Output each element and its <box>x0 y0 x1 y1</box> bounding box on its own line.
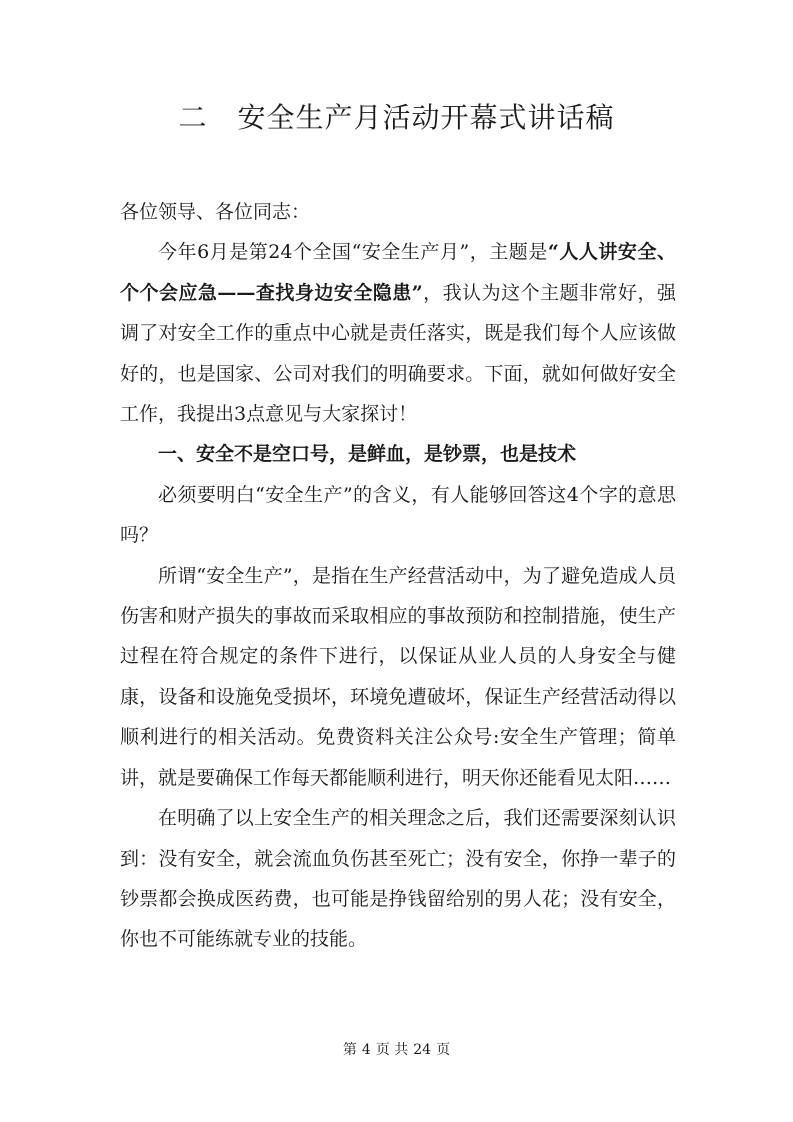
paragraph-intro <box>120 232 676 434</box>
paragraph-consequences: 在明确了以上安全生产的相关理念之后，我们还需要深刻认识到：没有安全，就会流血负伤甚至死亡；没有安全，你挣一辈子的钞票都会换成医药费，也可能是挣钱留给别的男人花；没有安全，你也不可能练就专业的技能。 <box>120 807 676 951</box>
paragraph-intro-lead: 今年6月是第24个全国“安全生产月”，主题是 <box>158 241 548 264</box>
footer-suffix: 页 <box>436 1042 451 1058</box>
page-title <box>0 96 793 140</box>
footer-current-page: 4 <box>361 1042 371 1058</box>
footer-total-pages: 24 <box>413 1042 432 1058</box>
paragraph-definition: 所谓“安全生产”，是指在生产经营活动中，为了避免造成人员伤害和财产损失的事故而采取相应的事故预防和控制措施，使生产过程在符合规定的条件下进行，以保证从业人员的人身安全与健康，设备和设施免受损坏，环境免遭破坏，保证生产经营活动得以顺利进行的相关活动。免费资料关注公众号:安全生产管理；简单讲，就是要确保工作每天都能顺利进行，明天你还能看见太阳…… <box>120 564 676 789</box>
paragraph-question: 必须要明白“安全生产”的含义，有人能够回答这4个字的意思吗？ <box>120 483 676 547</box>
footer-mid: 页 共 <box>375 1042 409 1058</box>
title-number: 二 <box>178 101 208 134</box>
paragraph-intro-rest: ，我认为这个主题非常好，强调了对安全工作的重点中心就是责任落实，既是我们每个人应该做好的，也是国家、公司对我们的明确要求。下面，就如何做好安全工作，我提出3点意见与大家探讨！ <box>120 281 676 426</box>
title-text: 安全生产月活动开幕式讲话稿 <box>237 101 615 134</box>
section-heading-1: 一、安全不是空口号，是鲜血，是钞票，也是技术 <box>158 443 577 466</box>
salutation: 各位领导、各位同志： <box>120 201 311 223</box>
page-number-footer <box>0 1040 793 1060</box>
document-body <box>120 192 676 960</box>
theme-slogan: “人人讲安全、个个会应急——查找身边安全隐患” <box>120 241 676 304</box>
footer-prefix: 第 <box>342 1042 357 1058</box>
